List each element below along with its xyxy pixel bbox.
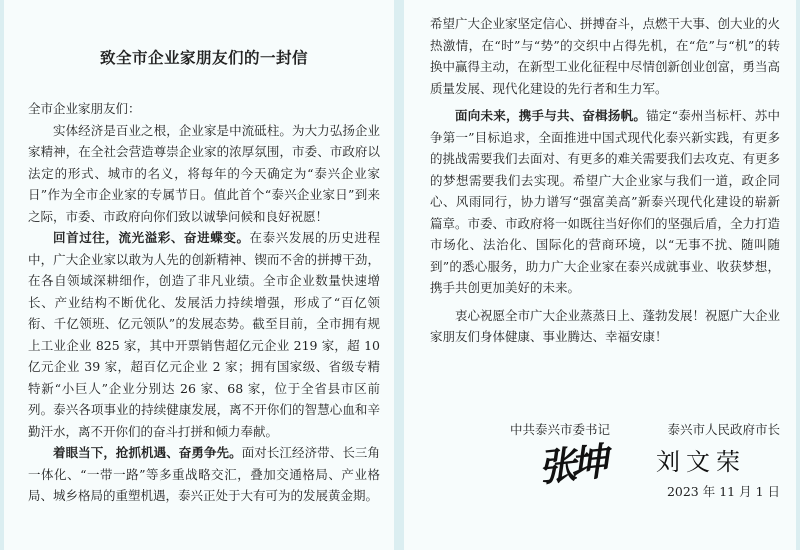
paragraph-review xyxy=(28,227,380,442)
party-secretary-title: 中共泰兴市委书记 xyxy=(510,422,611,437)
letter-page-right xyxy=(404,0,796,550)
mayor-signature: 刘文荣 xyxy=(656,448,746,476)
mayor-title: 泰兴市人民政府市长 xyxy=(667,422,780,437)
paragraph-hope: 希望广大企业家坚定信心、拼搏奋斗，点燃干大事、创大业的火热激情，在“时”与“势”的交织中占得先机，在“危”与“机”的转换中赢得主动，在新型工业化征程中尽情创新创业创富，勇当高质量发展、现代化建设的先行者和生力军。 xyxy=(430,16,781,96)
paragraph-present xyxy=(28,442,380,507)
paragraph-review-body: 在泰兴发展的历史进程中，广大企业家以敢为人先的创新精神、锲而不舍的拼搏干劲，在各自领域深耕细作，创造了非凡业绩。全市企业数量快速增长、产业结构不断优化、发展活力持续增强，形成了“百亿领衔、千亿领班、亿元领队”的发展态势。截至目前，全市拥有规上工业企业 825 家，其中开票销售超亿元企业 219 家，超 10 亿元企业 39 家，超百亿元企业 2 家；拥有国家级、省级专精特新“小巨人”企业分别达 26 家、68 家，位于全省县市区前列。泰兴各项事业的持续健康发展，离不开你们的智慧心血和辛勤汗水，离不开你们的奋斗打拼和倾力奉献。 xyxy=(28,230,380,439)
paragraph-present-heading: 着眼当下，抢抓机遇、奋勇争先。 xyxy=(53,445,242,460)
paragraph-future-body: 锚定“泰州当标杆、苏中争第一”目标追求，全面推进中国式现代化泰兴新实践，有更多的挑战需要我们去面对、有更多的难关需要我们去攻克、有更多的梦想需要我们去实现。希望广大企业家与我们一道，政企同心、风雨同行，协力谱写“强富美高”新泰兴现代化建设的崭新篇章。市委、市政府将一如既往当好你们的坚强后盾，全力打造市场化、法治化、国际化的营商环境，以“无事不扰、随叫随到”的悉心服务，助力广大企业家在泰兴成就事业、收获梦想，携手共创更加美好的未来。 xyxy=(430,108,781,295)
letter-date: 2023 年 11 月 1 日 xyxy=(666,484,780,499)
party-secretary-signature: 张坤 xyxy=(536,438,605,491)
letter-title: 致全市企业家朋友们的一封信 xyxy=(99,48,308,67)
letter-page-left xyxy=(4,0,394,550)
paragraph-review-heading: 回首过往，流光溢彩、奋进蝶变。 xyxy=(53,230,250,245)
paragraph-present-body: 面对长江经济带、长三角一体化、“一带一路”等多重战略交汇，叠加交通格局、产业格局、城乡格局的重塑机遇，泰兴正处于大有可为的发展黄金期。 xyxy=(28,445,380,503)
greeting: 全市企业家朋友们： xyxy=(28,101,141,116)
paragraph-intro: 实体经济是百业之根，企业家是中流砥柱。为大力弘扬企业家精神，在全社会营造尊崇企业家的浓厚氛围，市委、市政府以法定的形式、城市的名义，将每年的今天确定为“泰兴企业家日”作为全市企业家的专属节日。值此首个“泰兴企业家日”到来之际，市委、市政府向你们致以诚挚问候和良好祝愿！ xyxy=(28,122,380,224)
signature-block xyxy=(510,420,780,520)
paragraph-future xyxy=(430,105,780,299)
paragraph-future-heading: 面向未来，携手与共、奋楫扬帆。 xyxy=(455,108,647,123)
paragraph-wishes: 衷心祝愿全市广大企业蒸蒸日上、蓬勃发展！祝愿广大企业家朋友们身体健康、事业腾达、幸福安康！ xyxy=(430,307,781,344)
